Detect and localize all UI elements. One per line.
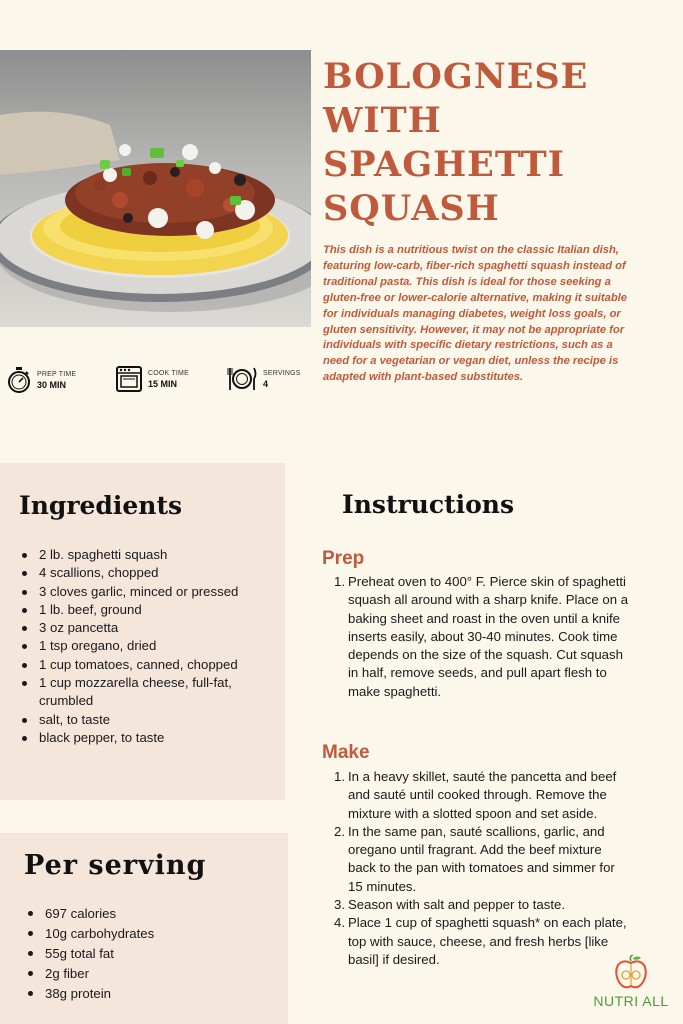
- step-item: [328, 823, 633, 896]
- list-item: 697 calories: [25, 904, 255, 924]
- brand-name: NUTRI ALL: [593, 993, 669, 1009]
- list-item: 38g protein: [25, 984, 255, 1004]
- per-serving-panel: [0, 833, 288, 1024]
- oven-icon: [116, 366, 142, 392]
- cook-time-value: 15 MIN: [148, 378, 178, 389]
- step-item: [328, 768, 633, 823]
- step-number: 1.: [334, 574, 345, 589]
- dish-photo: [0, 50, 311, 327]
- list-item: 55g total fat: [25, 944, 255, 964]
- ingredients-panel: [0, 463, 285, 800]
- list-item: 3 oz pancetta: [19, 619, 249, 637]
- brand-logo: [586, 955, 676, 1015]
- list-item: 1 cup mozzarella cheese, full-fat, crumbled: [19, 674, 249, 711]
- per-serving-title: Per serving: [24, 850, 207, 881]
- make-heading: Make: [322, 742, 370, 763]
- cook-time-label: COOK TIME: [148, 369, 189, 377]
- list-item: 3 cloves garlic, minced or pressed: [19, 583, 249, 601]
- step-text: Preheat oven to 400° F. Pierce skin of spaghetti squash all around with a sharp knife. Place on a baking sheet and roast in the oven until a knife inserts easily, about 30-40 minutes. Cook time depends on the size of the squash. Cut squash in half, remove seeds, and pull apart flesh to make spaghetti.: [348, 574, 629, 699]
- step-number: 1.: [334, 769, 345, 784]
- list-item: salt, to taste: [19, 711, 249, 729]
- step-item: [328, 573, 633, 701]
- step-item: [328, 896, 633, 914]
- prep-time-value: 30 MIN: [37, 379, 67, 390]
- list-item: 4 scallions, chopped: [19, 564, 249, 582]
- make-steps: [328, 768, 633, 969]
- prep-time-label: PREP TIME: [37, 370, 77, 378]
- list-item: 1 lb. beef, ground: [19, 601, 249, 619]
- recipe-description: This dish is a nutritious twist on the classic Italian dish, featuring low-carb, fiber-rich spaghetti squash instead of traditional pasta. This dish is ideal for those seeking a gluten-free or lower-calorie alternative, making it suitable for individuals managing diabetes, weight loss goals, or gluten sensitivity. However, it may not be appropriate for individuals with specific dietary restrictions, such as a need for a vegetarian or vegan diet, unless the recipe is adapted with plant-based substitutes.: [323, 244, 628, 384]
- ingredients-list: [19, 546, 249, 747]
- cook-time: [116, 366, 189, 392]
- servings: [227, 366, 301, 392]
- ingredients-title: Ingredients: [19, 491, 183, 520]
- list-item: 10g carbohydrates: [25, 924, 255, 944]
- prep-heading: Prep: [322, 548, 365, 569]
- plate-cutlery-icon: [227, 366, 257, 392]
- list-item: black pepper, to taste: [19, 729, 249, 747]
- stopwatch-icon: [7, 366, 31, 394]
- step-text: In a heavy skillet, sauté the pancetta and beef and sauté until cooked through. Remove the mixture with a slotted spoon and set aside.: [348, 769, 617, 821]
- list-item: 1 cup tomatoes, canned, chopped: [19, 656, 249, 674]
- prep-time: [7, 366, 76, 394]
- recipe-title: BOLOGNESE WITH SPAGHETTI SQUASH: [323, 56, 589, 229]
- prep-steps: [328, 573, 633, 701]
- list-item: 2g fiber: [25, 964, 255, 984]
- servings-value: 4: [263, 378, 269, 389]
- step-number: 2.: [334, 823, 345, 839]
- step-number: 4.: [334, 915, 345, 931]
- per-serving-list: [25, 904, 255, 1004]
- list-item: 1 tsp oregano, dried: [19, 637, 249, 655]
- step-number: 3.: [334, 897, 345, 913]
- step-text: In the same pan, sauté scallions, garlic, and oregano until fragrant. Add the beef mixture back to the pan with tomatoes and simmer for 15 minutes.: [348, 823, 615, 894]
- step-text: Place 1 cup of spaghetti squash* on each plate, top with sauce, cheese, and fresh herbs [like basil] if desired.: [348, 915, 627, 967]
- step-text: Season with salt and pepper to taste.: [348, 897, 566, 913]
- servings-label: SERVINGS: [263, 369, 301, 377]
- list-item: 2 lb. spaghetti squash: [19, 546, 249, 564]
- instructions-title: Instructions: [342, 490, 515, 519]
